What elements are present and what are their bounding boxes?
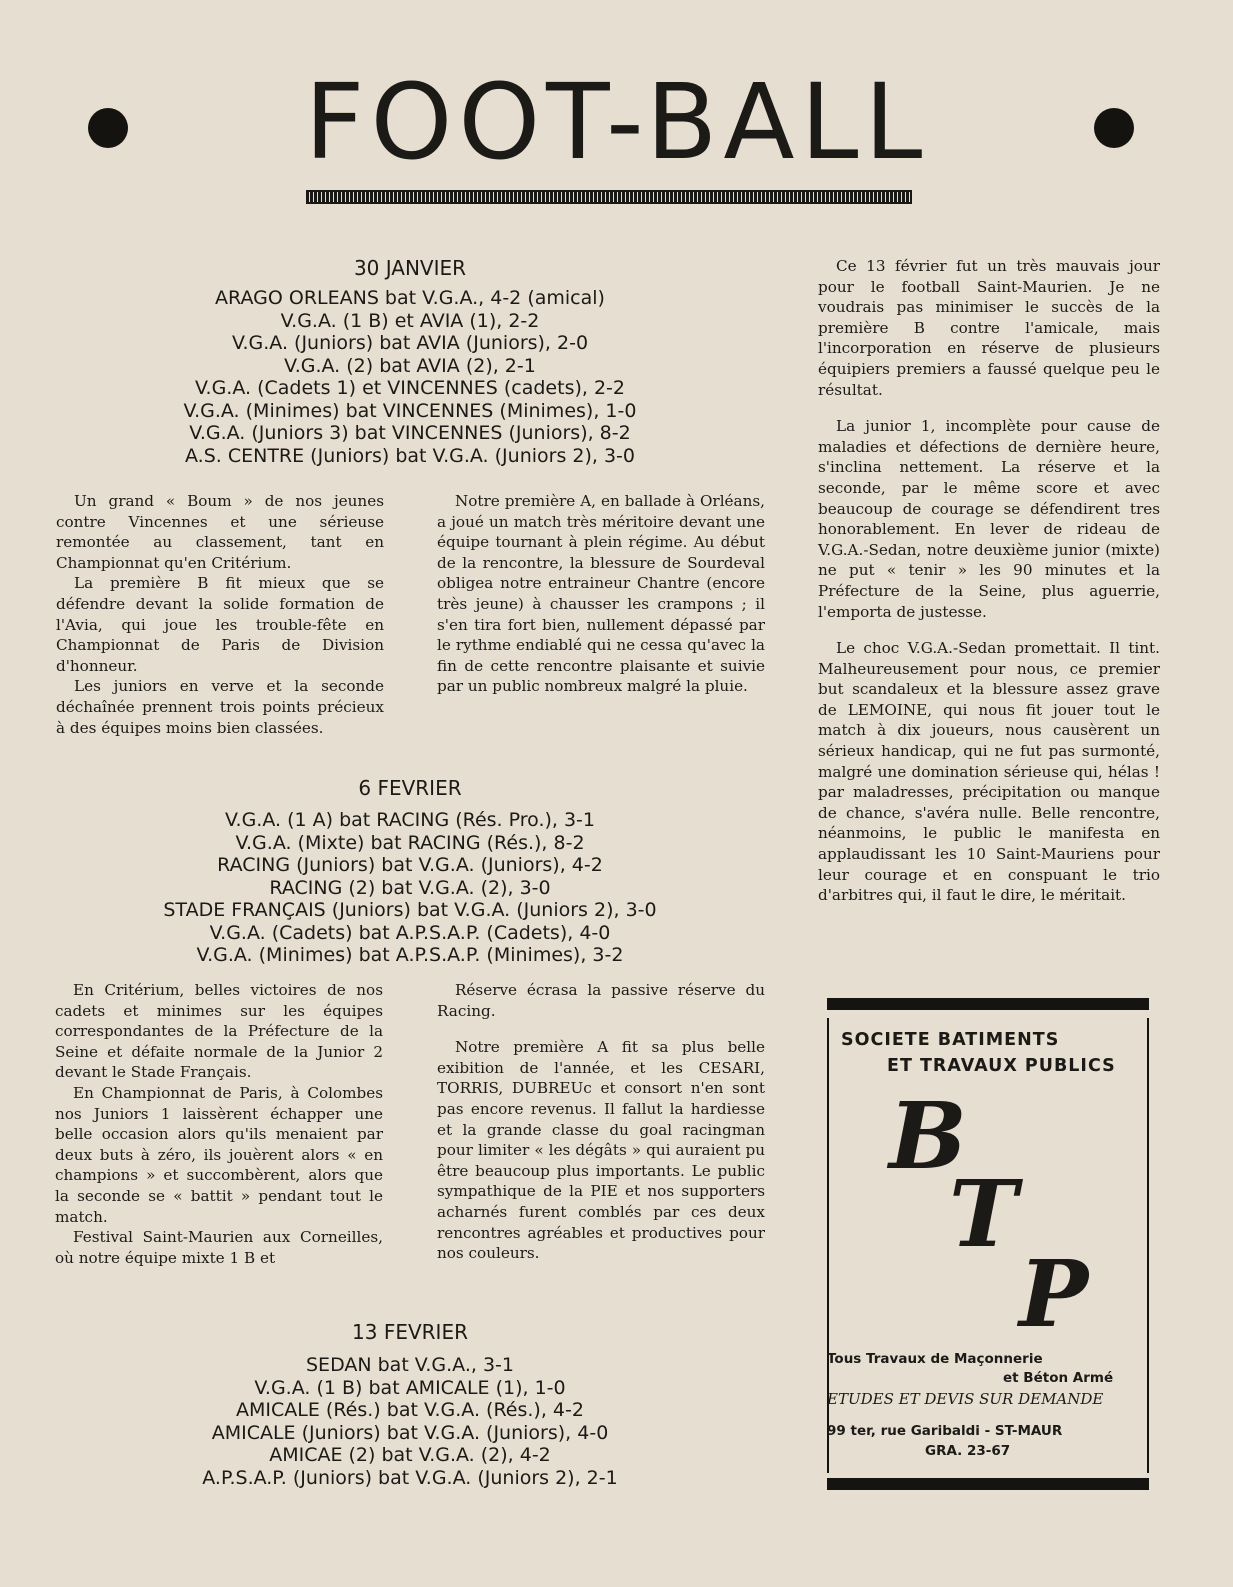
ad-letter-t: T (949, 1160, 1018, 1268)
paragraph: La junior 1, incomplète pour cause de maladies et défections de dernière heure, s'inclina nettement. La réserve et la seconde, par le même score et avec beaucoup de courage se défendirent tres honorablement. En lever de rideau de V.G.A.-Sedan, notre deuxième junior (mixte) ne put « tenir » les 90 minutes et la Préfecture de la Seine, plus aguerrie, l'emporta de justesse. (818, 417, 1160, 621)
ad-letter-p: P (1019, 1240, 1089, 1348)
results-13-fevrier (55, 1354, 765, 1489)
paragraph: La première B fit mieux que se défendre devant la solide formation de l'Avia, qui joue les trouble-fête en Championnat de Paris de Division d'honneur. (56, 574, 384, 675)
ad-phone: GRA. 23-67 (925, 1443, 1011, 1459)
btp-advertisement (827, 998, 1149, 1495)
ad-company-line1: SOCIETE BATIMENTS (841, 1030, 1060, 1050)
section-heading-30-janvier: 30 JANVIER (353, 256, 467, 280)
paragraph: Le choc V.G.A.-Sedan promettait. Il tint. Malheureusement pour nous, ce premier but scandaleux et la blessure assez grave de LEMOINE, qui nous fit jouer tout le match à dix joueurs, nous causèrent un sérieux handicap, qui ne fut pas surmonté, malgré une domination sérieuse qui, hélas ! par maladresses, précipitation ou manque de chance, s'avéra nulle. Belle rencontre, néanmoins, le public le manifesta en applaudissant les 10 Saint-Mauriens pour leur courage et en conspuant le trio d'arbitres qui, il faut le dire, le méritait. (818, 639, 1160, 905)
result-line: V.G.A. (2) bat AVIA (2), 2-1 (284, 354, 536, 377)
commentary-6-fevrier-right (437, 980, 765, 1264)
ad-address: 99 ter, rue Garibaldi - ST-MAUR (827, 1423, 1063, 1439)
result-line: V.G.A. (Juniors 3) bat VINCENNES (Juniors), 8-2 (189, 422, 631, 444)
paragraph: Notre première A fit sa plus belle exibition de l'année, et les CESARI, TORRIS, DUBREUc et consort n'en sont pas encore revenus. Il fallut la hardiesse et la grande classe du goal racingman pour limiter « les dégâts » qui auraient pu être beaucoup plus importants. Le public sympathique de la PIE et nos supporters acharnés furent comblés par ces deux rencontres agréables et productives pour nos couleurs. (437, 1038, 765, 1263)
paragraph: Les juniors en verve et la seconde déchaînée prennent trois points précieux à des équipes moins bien classées. (56, 677, 384, 737)
section-heading-13-fevrier: 13 FEVRIER (352, 1320, 468, 1344)
result-line: V.G.A. (Juniors) bat AVIA (Juniors), 2-0 (231, 332, 589, 354)
result-line: AMICAE (2) bat V.G.A. (2), 4-2 (269, 1444, 551, 1466)
result-line: AMICALE (Juniors) bat V.G.A. (Juniors), 4-0 (211, 1421, 609, 1444)
commentary-6-fevrier-left (55, 980, 383, 1268)
result-line: V.G.A. (Cadets) bat A.P.S.A.P. (Cadets), 4-0 (209, 921, 611, 944)
result-line: STADE FRANÇAIS (Juniors) bat V.G.A. (Juniors 2), 3-0 (163, 899, 657, 921)
ad-offer: ETUDES ET DEVIS SUR DEMANDE (827, 1390, 1104, 1408)
result-line: A.P.S.A.P. (Juniors) bat V.G.A. (Juniors 2), 2-1 (202, 1466, 618, 1489)
results-6-fevrier (55, 809, 765, 967)
ad-services-line2: et Béton Armé (1003, 1370, 1114, 1386)
title-underline-rule (306, 190, 912, 204)
commentary-30-janvier-right (437, 491, 765, 697)
paragraph: Notre première A, en ballade à Orléans, a joué un match très méritoire devant une équipe tournant à plein régime. Au début de la rencontre, la blessure de Sourdeval obligea notre entraineur Chantre (encore très jeune) à chausser les crampons ; il s'en tira fort bien, nullement dépassé par le rythme endiablé qui ne cessa qu'avec la fin de cette rencontre plaisante et suivie par un public nombreux malgré la pluie. (437, 492, 765, 696)
paragraph: En Critérium, belles victoires de nos cadets et minimes sur les équipes correspondantes de la Préfecture de la Seine et défaite normale de la Junior 2 devant le Stade Français. (55, 981, 383, 1082)
paragraph: Festival Saint-Maurien aux Corneilles, où notre équipe mixte 1 B et (55, 1228, 383, 1267)
result-line: V.G.A. (Minimes) bat VINCENNES (Minimes), 1-0 (183, 399, 637, 422)
result-line: ARAGO ORLEANS bat V.G.A., 4-2 (amical) (215, 287, 605, 309)
result-line: AMICALE (Rés.) bat V.G.A. (Rés.), 4-2 (236, 1399, 584, 1421)
result-line: RACING (Juniors) bat V.G.A. (Juniors), 4-2 (217, 854, 603, 876)
result-line: RACING (2) bat V.G.A. (2), 3-0 (269, 876, 551, 899)
ad-company-line2: ET TRAVAUX PUBLICS (887, 1056, 1116, 1076)
result-line: SEDAN bat V.G.A., 3-1 (306, 1354, 514, 1376)
ad-top-bar (827, 998, 1149, 1010)
result-line: V.G.A. (Cadets 1) et VINCENNES (cadets), 2-2 (194, 377, 625, 399)
section-heading-6-fevrier: 6 FEVRIER (358, 776, 462, 800)
paragraph: Ce 13 février fut un très mauvais jour pour le football Saint-Maurien. Je ne voudrais pas minimiser le succès de la première B contre l'amicale, mais l'incorporation en réserve de plusieurs équipiers premiers a faussé quelque peu le résultat. (818, 257, 1160, 399)
paragraph: En Championnat de Paris, à Colombes nos Juniors 1 laissèrent échapper une belle occasion alors qu'ils menaient par deux buts à zéro, ils jouèrent alors « en champions » et succombèrent, alors que la seconde se « battit » pendant tout le match. (55, 1083, 383, 1226)
ad-letter-b: B (889, 1082, 967, 1190)
paragraph: Réserve écrasa la passive réserve du Racing. (437, 981, 765, 1020)
commentary-30-janvier-left (56, 491, 384, 738)
result-line: V.G.A. (Mixte) bat RACING (Rés.), 8-2 (235, 831, 585, 854)
paragraph: Un grand « Boum » de nos jeunes contre Vincennes et une sérieuse remontée au classement, tant en Championnat qu'en Critérium. (56, 492, 384, 572)
commentary-13-fevrier (818, 256, 1160, 906)
result-line: V.G.A. (1 B) bat AMICALE (1), 1-0 (254, 1376, 566, 1399)
page-title: FOOT-BALL (304, 61, 929, 183)
result-line: V.G.A. (1 B) et AVIA (1), 2-2 (280, 309, 540, 332)
result-line: A.S. CENTRE (Juniors) bat V.G.A. (Juniors 2), 3-0 (185, 444, 635, 467)
ad-bottom-bar (827, 1478, 1149, 1490)
result-line: V.G.A. (1 A) bat RACING (Rés. Pro.), 3-1 (224, 809, 596, 831)
result-line: V.G.A. (Minimes) bat A.P.S.A.P. (Minimes), 3-2 (196, 944, 624, 966)
results-30-janvier (55, 287, 765, 467)
ad-services-line1: Tous Travaux de Maçonnerie (827, 1351, 1043, 1367)
